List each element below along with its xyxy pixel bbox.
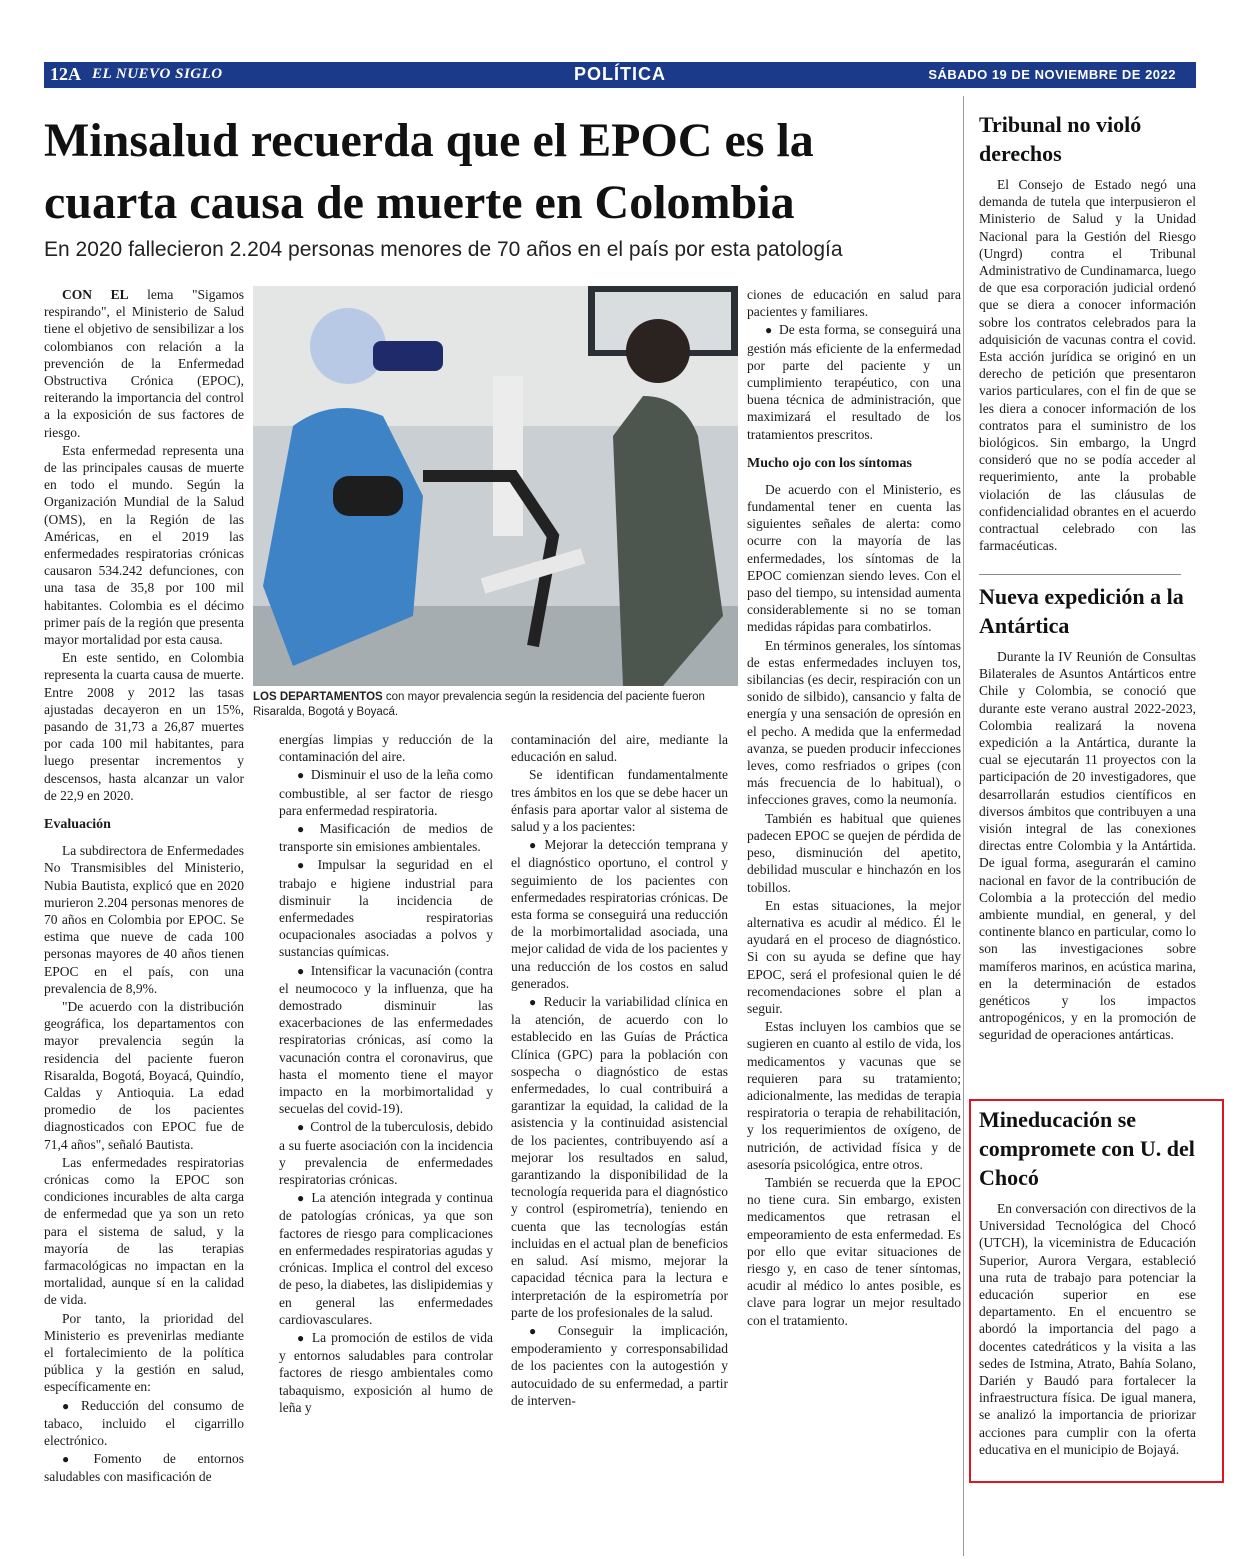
- bullet-item: ● Reducción del consumo de tabaco, incluido el cigarrillo electrónico.: [44, 1397, 244, 1450]
- article-photo: [253, 286, 738, 686]
- sidebar-story-body: Durante la IV Reunión de Consultas Bilaterales de Asuntos Antárticos entre Chile y Colombia, se conoció que durante este verano austral 2022-2023, Colombia realizará la novena expedición a la Antártica, durante la cual se ejecutarán 11 proyectos con la participación de 20 investigadores, que desarrollarán estudios científicos en diversos ámbitos que contribuyen a una visión integral de las conexiones directas entre Colombia y la Antártida. De igual forma, asegurarán el camino nacional en favor de la contribución de Colombia a la protección del medio ambiente mundial, en general, y del continente blanco en particular, como lo son las investigaciones sobre mamíferos marinos, en acústica marina, en la determinación de estados genéticos y los impactos antropogénicos, y en la promoción de seguridad de operaciones antárticas.: [979, 649, 1196, 1043]
- section-name: POLÍTICA: [574, 64, 666, 84]
- bullet-item: ● La atención integrada y continua de patologías crónicas, ya que son factores de riesgo para complicaciones en enfermedades respiratorias agudas y crónicas. Implica el control del exceso de peso, la diabetes, las dislipidemias y en general las enfermedades cardiovasculares.: [279, 1189, 493, 1328]
- article-column-2: [279, 731, 493, 1546]
- sidebar-story-title: Mineducación se compromete con U. del Chocó: [979, 1107, 1195, 1190]
- sidebar-story-2: [979, 582, 1196, 1044]
- lead-in: CON EL: [62, 287, 129, 302]
- paragraph: También es habitual que quienes padecen EPOC se quejen de pérdida de peso, disminución del apetito, debilidad muscular e hinchazón en los tobillos.: [747, 810, 961, 895]
- paragraph: También se recuerda que la EPOC no tiene cura. Sin embargo, existen medicamentos que retrasan el empeoramiento de esta enfermedad. Es por ello que evitar situaciones de riesgo y, en caso de tener síntomas, acudir al médico lo antes posible, es clave para lograr un mejor resultado con el tratamiento.: [747, 1174, 961, 1328]
- bullet-item: ● Mejorar la detección temprana y el diagnóstico oportuno, el control y seguimiento de los pacientes con enfermedades respiratorias crónicas. De esta forma se conseguirá una reducción de la morbimortalidad asociada, una mejor calidad de vida de los pacientes y una reducción de los costos en salud generados.: [511, 836, 728, 992]
- column-divider: [963, 96, 964, 1556]
- paragraph: CON EL lema "Sigamos respirando", el Ministerio de Salud tiene el objetivo de sensibilizar a los colombianos con relación a la prevención de la Enfermedad Obstructiva Crónica (EPOC), reiterando la importancia del control a la exposición de sus factores de riesgo.: [44, 287, 244, 440]
- section-subhead: Mucho ojo con los síntomas: [747, 455, 912, 471]
- bullet-item: ● De esta forma, se conseguirá una gestión más eficiente de la enfermedad por parte del paciente y un cumplimiento terapéutico, con una buena técnica de administración, que maximizará el resultado de los tratamientos prescritos.: [747, 321, 961, 442]
- caption-lead: LOS DEPARTAMENTOS: [253, 691, 383, 703]
- article-column-4: [747, 286, 961, 1546]
- bullet-item: ● Masificación de medios de transporte sin emisiones ambientales.: [279, 820, 493, 855]
- paragraph: De acuerdo con el Ministerio, es fundamental tener en cuenta las siguientes señales de alerta: como ocurre con la mayoría de las enfermedades, los síntomas de la EPOC comienzan siendo leves. Con el paso del tiempo, su intensidad aumenta considerablemente si no se toman medidas rápidas para combatirlos.: [747, 481, 961, 635]
- paragraph: ciones de educación en salud para pacientes y familiares.: [747, 287, 961, 320]
- highlight-box: [969, 1099, 1224, 1483]
- sidebar-story-body: El Consejo de Estado negó una demanda de tutela que interpusieron el Ministerio de Salud y la Unidad Nacional para la Gestión del Riesgo (Ungrd) contra el Tribunal Administrativo de Cundinamarca, luego de que esa corporación judicial ordenó que se diera a conocer información sobre los contratos celebrados para la adquisición de vacunas contra el covid. Esta acción jurídica se originó en un derecho de petición que presentaron varios particulares, con el fin de que se les diera a conocer información de los contratos para el suministro de los biológicos. Sin embargo, la Ungrd consideró que no se podía acceder al requerimiento, ante la probable violación de las cláusulas de confidencialidad obrantes en el acuerdo contractual celebrado con las farmacéuticas.: [979, 177, 1196, 554]
- bullet-item: ● Reducir la variabilidad clínica en la atención, de acuerdo con lo establecido en las Guías de Práctica Clínica (GPC) para la población con sospecha o diagnóstico de estas enfermedades, lo cual contribuirá a garantizar la equidad, la calidad de la asistencia y la continuidad asistencial de los pacientes, contribuyendo así a mejorar los resultados en salud, garantizando la disponibilidad de la tecnología requerida para el diagnóstico y control (espirometría), teniendo en cuenta que las tecnologías están incluidas en el actual plan de beneficios en salud. Así mismo, mejorar la capacidad técnica para la lectura e interpretación de la espirometría por parte de los profesionales de la salud.: [511, 993, 728, 1321]
- sidebar-divider: [979, 574, 1181, 575]
- paragraph: "De acuerdo con la distribución geográfica, los departamentos con mayor prevalencia según la residencia del paciente fueron Risaralda, Bogotá, Boyacá, Quindío, Caldas y Antioquia. La edad promedio de los pacientes diagnosticados con EPOC fue de 71,4 años", señaló Bautista.: [44, 998, 244, 1152]
- paragraph: Por tanto, la prioridad del Ministerio es prevenirlas mediante el fortalecimiento de la política pública y la gestión en salud, específicamente en:: [44, 1310, 244, 1395]
- sidebar-story-title: Nueva expedición a la Antártica: [979, 584, 1184, 638]
- paragraph: En términos generales, los síntomas de estas enfermedades incluyen tos, sibilancias (es decir, respiración con un sonido de silbido), cansancio y falta de energía y una sensación de opresión en el pecho. A medida que la enfermedad avanza, se pueden producir infecciones leves, como resfriados o gripes (con más frecuencia de lo habitual), o infecciones graves, como la neumonía.: [747, 637, 961, 808]
- article-column-3: [511, 731, 728, 1546]
- paragraph: En estas situaciones, la mejor alternativa es acudir al médico. Él le ayudará en el proceso de diagnóstico. Si con su ayuda se define que hay EPOC, será el profesional quien le dé recomendaciones sobre el plan a seguir.: [747, 897, 961, 1016]
- bullet-item: ● La promoción de estilos de vida y entornos saludables para controlar factores de riesgo ambientales como tabaquismo, exposición al humo de leña y: [279, 1329, 493, 1416]
- sidebar-story-body: En conversación con directivos de la Universidad Tecnológica del Chocó (UTCH), la viceministra de Educación Superior, Aurora Vergara, estableció una ruta de trabajo para potenciar la educación superior en ese departamento. En el encuentro se abordó la importancia del pago a docentes catedráticos y la visita a las sedes de Istmina, Atrato, Bahía Solano, Darién y Baudó para fortalecer la infraestructura física. De igual manera, se analizó la importancia de priorizar acciones para cumplir con la oferta educativa en el municipio de Bojayá.: [979, 1201, 1196, 1457]
- issue-date: SÁBADO 19 DE NOVIEMBRE DE 2022: [928, 67, 1176, 82]
- paragraph: La subdirectora de Enfermedades No Transmisibles del Ministerio, Nubia Bautista, explicó que en 2020 murieron 2.204 personas menores de 70 años en Colombia por EPOC. Se estima que nueve de cada 100 personas mayores de 40 años tienen EPOC en el país, con una prevalencia de 8,9%.: [44, 843, 244, 996]
- paragraph: Las enfermedades respiratorias crónicas como la EPOC son condiciones incurables de alta carga de enfermedad que ya son un reto para el sistema de salud, y la mayoría de las terapias farmacológicas no impactan en la mortalidad, aunque sí en la calidad de vida.: [44, 1154, 244, 1308]
- paragraph: energías limpias y reducción de la contaminación del aire.: [279, 732, 493, 765]
- photo-caption: [253, 690, 753, 720]
- page-number: 12A: [50, 64, 81, 84]
- paragraph: En este sentido, en Colombia representa la cuarta causa de muerte. Entre 2008 y 2012 las tasas ajustadas decayeron en un 15%, pasando de 31,73 a 26,87 muertes por cada 100 mil habitantes, para luego presentar incrementos y descensos, hasta alcanzar un valor de 22,9 en 2020.: [44, 650, 244, 803]
- photo-illustration: [253, 286, 738, 686]
- article-column-1: [44, 286, 244, 1546]
- caption-text: con mayor prevalencia según la residencia del paciente fueron Risaralda, Bogotá y Boyacá.: [253, 691, 705, 718]
- article-headline: Minsalud recuerda que el EPOC es la cuarta causa de muerte en Colombia: [44, 114, 814, 229]
- newspaper-brand: EL NUEVO SIGLO: [92, 66, 223, 82]
- bullet-item: ● Intensificar la vacunación (contra el neumococo y la influenza, que ha demostrado disminuir las exacerbaciones de las enfermedades respiratorias crónicas, así como la vacunación contra el coronavirus, que hasta el momento tiene el mayor impacto en la morbimortalidad y secuelas del covid-19).: [279, 962, 493, 1118]
- bullet-item: ● Disminuir el uso de la leña como combustible, al ser factor de riesgo para enfermedad respiratoria.: [279, 766, 493, 819]
- paragraph: Estas incluyen los cambios que se sugieren en cuanto al estilo de vida, los medicamentos y vacunas que se requieren para su tratamiento; adicionalmente, las medidas de terapia respiratoria o terapia de rehabilitación, y los requerimientos de oxígeno, de nutrición, de actividad física y de asesoría psicológica, entre otros.: [747, 1019, 961, 1172]
- sidebar-story-1: [979, 110, 1196, 554]
- paragraph: Esta enfermedad representa una de las principales causas de muerte en todo el mundo. Según la Organización Mundial de la Salud (OMS), en la Región de las Américas, en el 2019 las enfermedades respiratorias crónicas causaron 534.242 defunciones, con una tasa de 35,8 por 100 mil habitantes. Colombia es el décimo primer país de la región que presenta mayor mortalidad por esta causa.: [44, 442, 244, 648]
- paragraph: contaminación del aire, mediante la educación en salud.: [511, 732, 728, 765]
- page-header-band: [44, 62, 1196, 88]
- bullet-item: ● Control de la tuberculosis, debido a su fuerte asociación con la incidencia y prevalencia de enfermedades respiratorias crónicas.: [279, 1118, 493, 1188]
- bullet-item: ● Conseguir la implicación, empoderamiento y corresponsabilidad de los pacientes con la autogestión y autocuidado de su enfermedad, a partir de interven-: [511, 1322, 728, 1409]
- sidebar-story-title: Tribunal no violó derechos: [979, 112, 1142, 166]
- bullet-item: ● Impulsar la seguridad en el trabajo e higiene industrial para disminuir la incidencia de enfermedades respiratorias ocupacionales asociadas a polvos y sustancias químicas.: [279, 856, 493, 960]
- paragraph: Se identifican fundamentalmente tres ámbitos en los que se debe hacer un énfasis para aportar valor al sistema de salud y a los pacientes:: [511, 767, 728, 835]
- bullet-item: ● Fomento de entornos saludables con masificación de: [44, 1450, 244, 1485]
- section-subhead: Evaluación: [44, 817, 111, 833]
- article-subheadline: En 2020 fallecieron 2.204 personas menores de 70 años en el país por esta patología: [44, 238, 843, 261]
